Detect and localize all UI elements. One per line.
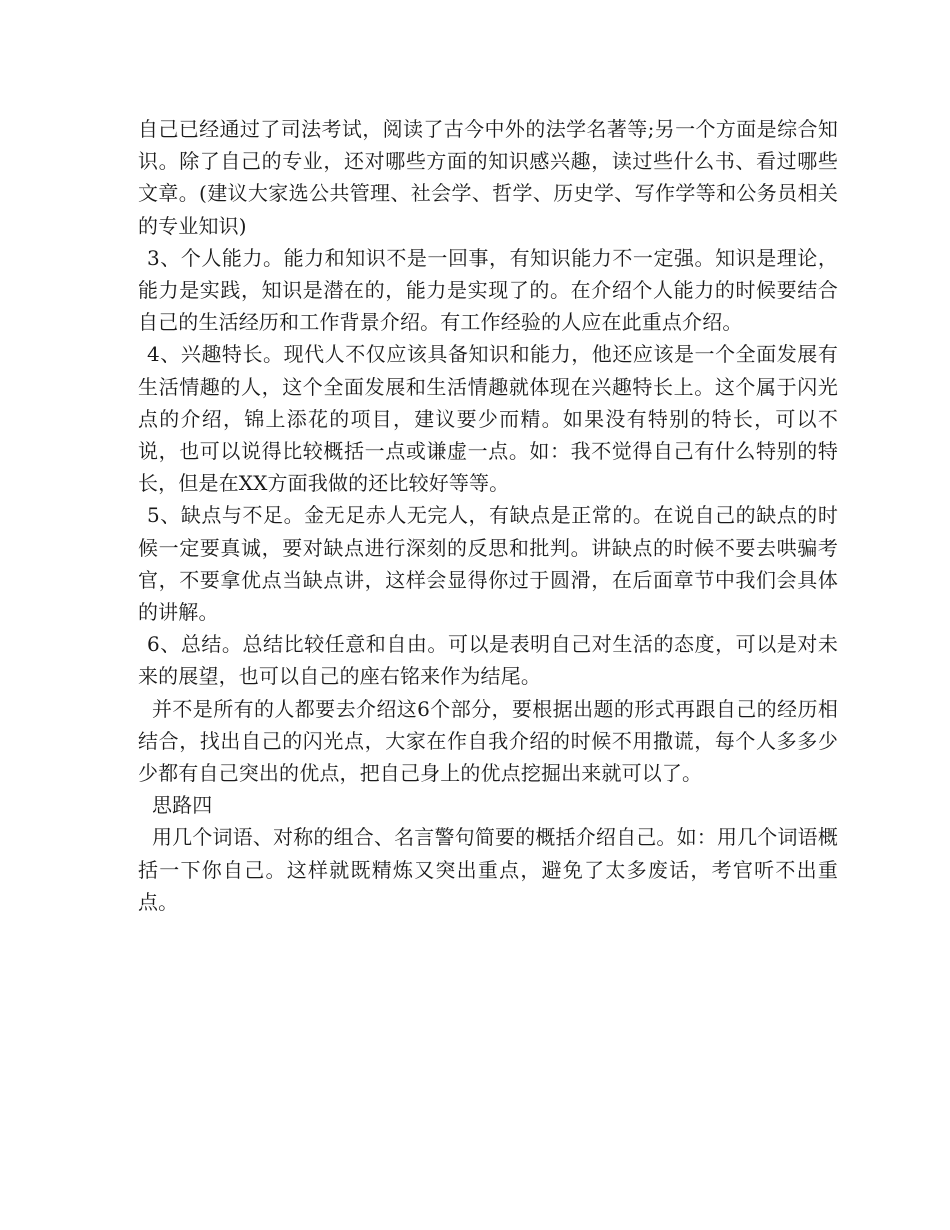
paragraph-approach-four: 用几个词语、对称的组合、名言警句简要的概括介绍自己。如：用几个词语概括一下你自己。这样就既精炼又突出重点，避免了太多废话，考官听不出重点。 bbox=[138, 825, 838, 914]
paragraph-knowledge: 自己已经通过了司法考试，阅读了古今中外的法学名著等;另一个方面是综合知识。除了自己的专业，还对哪些方面的知识感兴趣，读过些什么书、看过哪些文章。(建议大家选公共管理、社会学、哲学、历史学、写作学等和公务员相关的专业知识) bbox=[138, 117, 838, 238]
section-heading-approach-four: 思路四 bbox=[152, 793, 213, 818]
paragraph-interests: 4、兴趣特长。现代人不仅应该具备知识和能力，他还应该是一个全面发展有生活情趣的人，这个全面发展和生活情趣就体现在兴趣特长上。这个属于闪光点的介绍，锦上添花的项目，建议要少而精。如果没有特别的特长，可以不说，也可以说得比较概括一点或谦虚一点。如：我不觉得自己有什么特别的特长，但是在XX方面我做的还比较好等等。 bbox=[138, 342, 838, 496]
paragraph-note: 并不是所有的人都要去介绍这6个部分，要根据出题的形式再跟自己的经历相结合，找出自己的闪光点，大家在作自我介绍的时候不用撒谎，每个人多多少少都有自己突出的优点，把自己身上的优点挖掘出来就可以了。 bbox=[138, 696, 838, 786]
paragraph-summary: 6、总结。总结比较任意和自由。可以是表明自己对生活的态度，可以是对未来的展望，也可以自己的座右铭来作为结尾。 bbox=[138, 632, 838, 689]
document-body bbox=[138, 113, 838, 918]
paragraph-shortcomings: 5、缺点与不足。金无足赤人无完人，有缺点是正常的。在说自己的缺点的时候一定要真诚，要对缺点进行深刻的反思和批判。讲缺点的时候不要去哄骗考官，不要拿优点当缺点讲，这样会显得你过于圆滑，在后面章节中我们会具体的讲解。 bbox=[138, 503, 838, 625]
paragraph-ability: 3、个人能力。能力和知识不是一回事，有知识能力不一定强。知识是理论，能力是实践，知识是潜在的，能力是实现了的。在介绍个人能力的时候要结合自己的生活经历和工作背景介绍。有工作经验的人应在此重点介绍。 bbox=[138, 245, 838, 335]
